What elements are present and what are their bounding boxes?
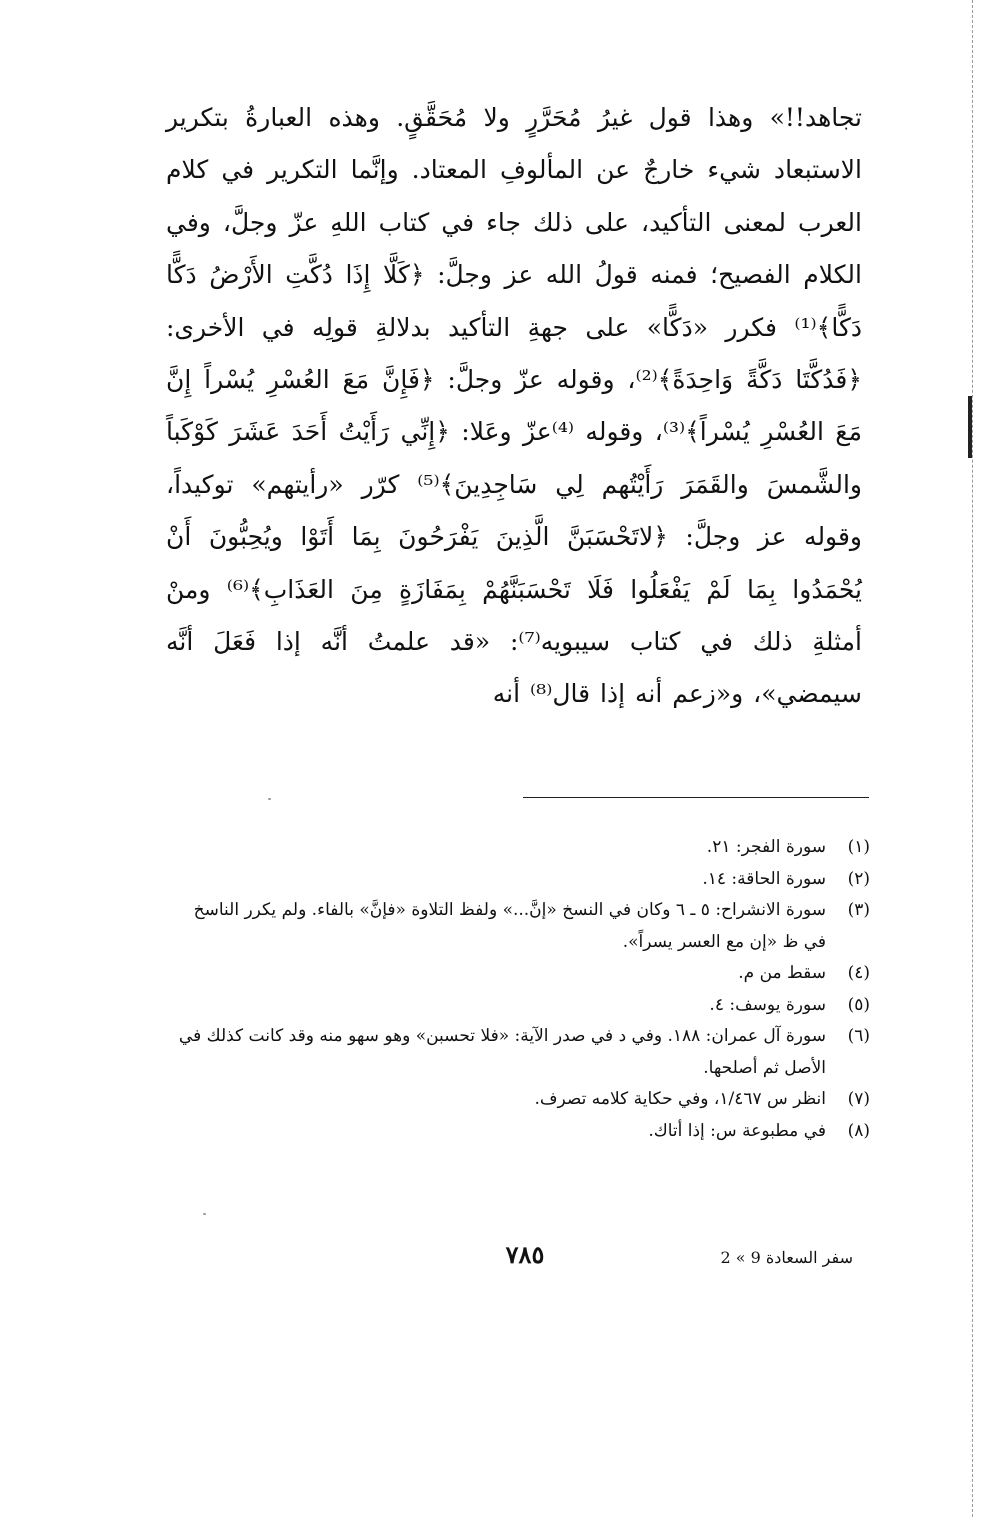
footnote-text: سورة آل عمران: ١٨٨. وفي د في صدر الآية: «فلا تحسبن» وهو سهو منه وقد كانت كذلك في الأصل ثم أصلحها. bbox=[178, 1026, 826, 1078]
footnote-number: (٢) bbox=[847, 868, 870, 889]
scan-speck bbox=[203, 1213, 206, 1215]
footnote-number: (٥) bbox=[847, 994, 870, 1015]
footnote-number: (٦) bbox=[847, 1026, 870, 1046]
footnote-text: سقط من م. bbox=[738, 963, 826, 983]
scan-margin-mark bbox=[968, 396, 972, 458]
footnotes-list bbox=[170, 832, 870, 1147]
footnote-item bbox=[170, 895, 870, 958]
scan-speck bbox=[268, 798, 271, 800]
footnote-number: (٣) bbox=[847, 900, 870, 920]
footnote-text: في مطبوعة س: إذا أتاك. bbox=[648, 1120, 826, 1141]
footnote-number: (٧) bbox=[847, 1089, 870, 1109]
footnote-item bbox=[170, 864, 870, 896]
page-edge-line bbox=[972, 0, 974, 1517]
footnote-text: انظر س ١/٤٦٧، وفي حكاية كلامه تصرف. bbox=[534, 1089, 826, 1109]
footnote-number: (١) bbox=[847, 837, 870, 857]
footnote-item bbox=[170, 1084, 870, 1116]
footnote-text: سورة الفجر: ٢١. bbox=[706, 837, 826, 857]
footnote-item bbox=[170, 1116, 870, 1148]
main-text-block bbox=[166, 92, 862, 721]
page-number: ٧٨٥ bbox=[505, 1240, 545, 1269]
footnote-item bbox=[170, 1021, 870, 1084]
main-paragraph: تجاهد!!» وهذا قول غيرُ مُحَرَّرٍ ولا مُحَقَّقٍ. وهذه العبارةُ بتكرير الاستبعاد شيء خارجٌ عن المألوفِ المعتاد. وإنَّما التكرير في كلام العرب لمعنى التأكيد، على ذلك جاء في كتاب اللهِ عزّ وجلَّ، وفي الكلام الفصيح؛ فمنه قولُ الله عز وجلَّ: ﴿كَلَّا إِذَا دُكَّتِ الأَرْضُ دَكًّا دَكًّا﴾⁽¹⁾ فكرر «دَكًّا» على جهةِ التأكيد بدلالةِ قولِه في الأخرى: ﴿فَدُكَّتَا دَكَّةً وَاحِدَةً﴾⁽²⁾، وقوله عزّ وجلَّ: ﴿فَإِنَّ مَعَ العُسْرِ يُسْراً إِنَّ مَعَ العُسْرِ يُسْراً﴾⁽³⁾، وقوله ⁽⁴⁾عزّ وعَلا: ﴿إِنِّي رَأَيْتُ أَحَدَ عَشَرَ كَوْكَباً والشَّمسَ والقَمَرَ رَأَيْتُهم لِي سَاجِدِينَ﴾⁽⁵⁾ كرّر «رأيتهم» توكيداً، وقوله عز وجلَّ: ﴿لاتَحْسَبَنَّ الَّذِينَ يَفْرَحُونَ بِمَا أَتَوْا ويُحِبُّونَ أَنْ يُحْمَدُوا بِمَا لَمْ يَفْعَلُوا فَلَا تَحْسَبَنَّهُمْ بِمَفَازَةٍ مِنَ العَذَابِ﴾⁽⁶⁾ ومنْ أمثلةِ ذلك في كتاب سيبويه⁽⁷⁾: «قد علمتُ أنَّه إذا فَعَلَ أنَّه سيمضي»، و«زعم أنه إذا قال⁽⁸⁾ أنه bbox=[166, 103, 862, 709]
footer-book-title: سفر السعادة 9 » 2 bbox=[720, 1248, 853, 1267]
footnote-separator bbox=[523, 797, 869, 798]
footnote-item bbox=[170, 958, 870, 990]
footnote-item bbox=[170, 990, 870, 1022]
footnote-text: سورة الحاقة: ١٤. bbox=[702, 868, 826, 889]
footnote-item bbox=[170, 832, 870, 864]
footnote-text: سورة الانشراح: ٥ ـ ٦ وكان في النسخ «إنَّ...» ولفظ التلاوة «فإنَّ» بالفاء. ولم يكرر الناسخ في ظ «إن مع العسر يسراً». bbox=[193, 900, 826, 952]
footnote-number: (٨) bbox=[847, 1120, 870, 1141]
footnote-number: (٤) bbox=[847, 963, 870, 983]
footnote-text: سورة يوسف: ٤. bbox=[709, 994, 826, 1015]
